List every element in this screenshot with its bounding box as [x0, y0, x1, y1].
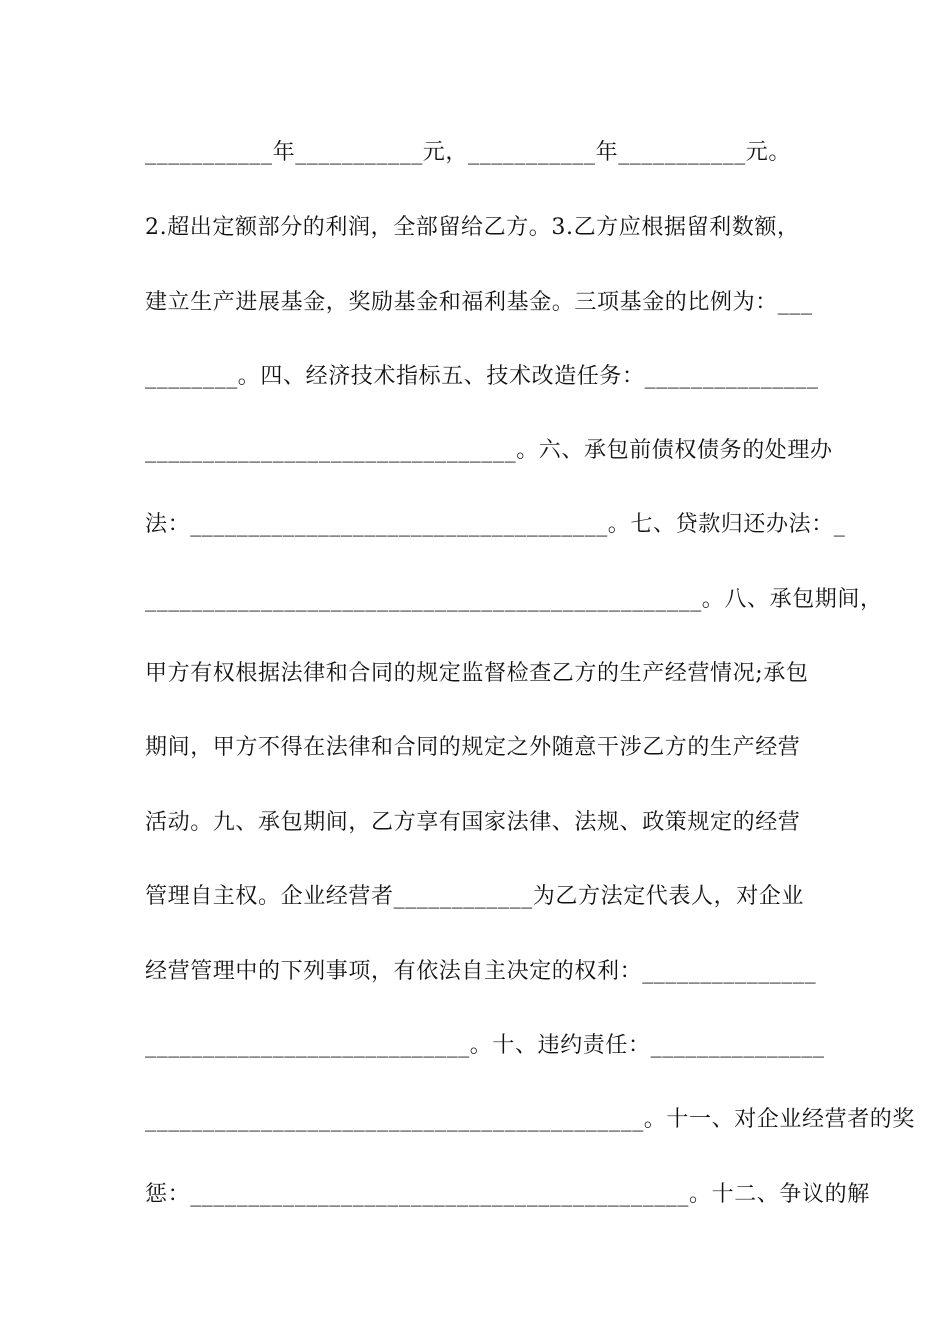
text-line: ___________________________________________。十一、对企业经营者的奖 [145, 1107, 916, 1132]
text-line: 管理自主权。企业经营者____________为乙方法定代表人，对企业 [145, 884, 805, 909]
text-line: 惩：___________________________________________。十二、争议的解 [145, 1182, 870, 1207]
text-line: ____________________________。十、违约责任：_______________ [145, 1033, 825, 1058]
text-line: ________________________________________________。八、承包期间， [145, 587, 883, 612]
text-line: 建立生产进展基金，奖励基金和福利基金。三项基金的比例为：___ [145, 290, 813, 315]
text-line: 甲方有权根据法律和合同的规定监督检查乙方的生产经营情况;承包 [145, 661, 809, 686]
text-line: ________________________________。六、承包前债权债务的处理办 [145, 438, 833, 463]
text-line: 经营管理中的下列事项，有依法自主决定的权利：_______________ [145, 959, 817, 984]
text-line: 法：____________________________________。七、贷款归还办法：_ [145, 512, 846, 537]
text-line: 期间，甲方不得在法律和合同的规定之外随意干涉乙方的生产经营 [145, 735, 801, 760]
text-line: ________。四、经济技术指标五、技术改造任务：_______________ [145, 364, 819, 389]
text-line: 2.超出定额部分的利润，全部留给乙方。3.乙方应根据留利数额， [145, 215, 800, 240]
text-line: ___________年___________元，___________年___________元。 [145, 140, 791, 165]
text-line: 活动。九、承包期间，乙方享有国家法律、法规、政策规定的经营 [145, 810, 801, 835]
